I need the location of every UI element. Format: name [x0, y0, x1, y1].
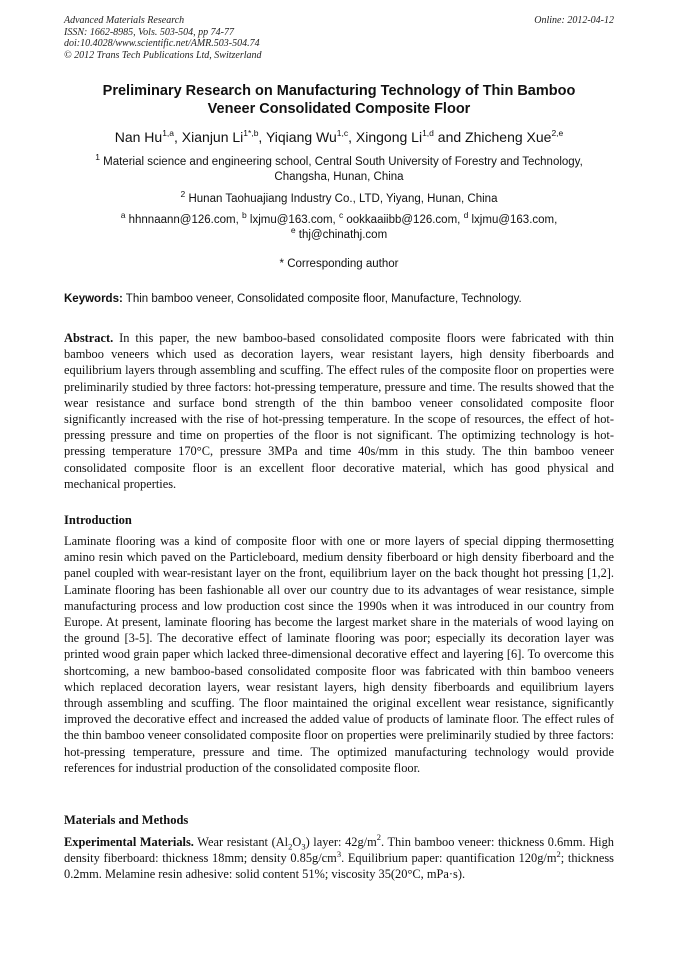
email-link[interactable]: thj@chinathj.com	[298, 229, 388, 241]
email-link[interactable]: hhnnaann@126.com,	[128, 214, 239, 226]
copyright-line: © 2012 Trans Tech Publications Ltd, Switzerland	[64, 49, 262, 61]
running-header	[64, 15, 614, 61]
email-link[interactable]: lxjmu@163.com,	[471, 214, 558, 226]
author-separator: ,	[174, 129, 182, 145]
affiliation-2	[64, 188, 614, 207]
paper-title	[64, 82, 614, 118]
author-separator: ,	[258, 129, 266, 145]
affiliation-text: Hunan Taohuajiang Industry Co., LTD, Yiyang, Hunan, China	[188, 193, 498, 205]
abstract	[64, 330, 614, 492]
title-line-1: Preliminary Research on Manufacturing Technology of Thin Bamboo	[102, 83, 576, 99]
author-sup: 1*,b	[243, 127, 259, 138]
author-name: Zhicheng Xue	[465, 129, 552, 145]
keywords-label: Keywords:	[64, 293, 123, 305]
online-date: Online: 2012-04-12	[534, 15, 614, 26]
author-sup: 1,d	[422, 127, 434, 138]
materials-paragraph: Experimental Materials. Wear resistant $(Al_2O_3)$ layer: $42g/m^2$. Thin bamboo veneer: thickness 0.6mm. High density fiberboard: thickness 18mm; density $0.85g/cm^3$. Equilibrium paper: quantification $120g/m^2$; thickness 0.2mm. Melamine resin adhesive: solid content 51%; viscosity 35(20°C, mPa·s).	[64, 832, 615, 882]
journal-name: Advanced Materials Research	[64, 15, 185, 26]
doi-line: doi:10.4028/www.scientific.net/AMR.503-504.74	[64, 38, 260, 49]
keywords	[64, 292, 614, 307]
introduction-paragraph: Laminate flooring was a kind of composite floor with one or more layers of special dipping thermosetting amino resin which paved on the Particleboard, medium density fiberboard or high density fiberboard and the panel coupled with wear-resistant layer on the front, equilibrium layer on the back thought hot pressing [1,2]. Laminate flooring has been fashionable all over our country due to its advantages of wear resistance, simple manufacturing process and low production cost since the 1990s when it was introduced in our country from Europe. At present, laminate flooring has become the largest market share in the materials of wood laying on the ground [3-5]. The decorative effect of laminate flooring was poor; especially its decoration layer was printed wood grain paper which lacked three-dimensional decorative effect and layering [6]. To overcome this shortcoming, a new bamboo-based consolidated composite floor was fabricated with thin bamboo veneers which replaced decoration layers, wear resistant layers, high density fiberboards and equilibrium layers through assembling and scuffing. The floor maintained the original excellent wear resistance, significantly improved the decorative effect and increased the added value of products of laminate floor. The effect rules of the thin bamboo veneer consolidated composite floor on properties were preliminarily studied by three factors: hot-pressing temperature, pressure and time. The optimized manufacturing technology would provide references for industrial production of the consolidated composite floor.	[64, 534, 614, 775]
issn-line: ISSN: 1662-8985, Vols. 503-504, pp 74-77	[64, 26, 234, 38]
affiliation-text: Material science and engineering school, Central South University of Forestry and Technology,	[103, 156, 583, 168]
author-sup: 1,c	[336, 127, 349, 138]
affiliation-1	[64, 151, 614, 185]
author-name: Nan Hu	[114, 129, 163, 145]
section-heading-introduction: Introduction	[64, 513, 132, 527]
keywords-text: Thin bamboo veneer, Consolidated composite floor, Manufacture, Technology.	[125, 293, 522, 305]
section-heading-materials: Materials and Methods	[64, 813, 189, 827]
affiliation-sup: 1	[95, 151, 100, 162]
author-name: Xingong Li	[355, 129, 423, 145]
title-line-2: Veneer Consolidated Composite Floor	[207, 101, 471, 117]
affiliation-sup: 2	[180, 188, 186, 199]
author-and: and	[433, 129, 466, 145]
email-link[interactable]: ookkaaiibb@126.com,	[346, 214, 461, 226]
abstract-text: In this paper, the new bamboo-based consolidated composite floors were fabricated with thin bamboo veneers which used as decoration layers, wear resistant layers, high density fiberboards and equilibrium layers through assembling and scuffing. The effect rules of the composite floor on properties were preliminarily studied by three factors: hot-pressing temperature, pressure and time. The results showed that the wear resistance and surface bond strength of the thin bamboo veneer consolidated composite floor significantly increased with the rise of hot-pressing temperature. In the scope of resources, the effect of hot-pressing pressure and time on properties of the floor is not significant. The optimizing technology is hot-pressing temperature 170°C, pressure 3MPa and time 40s/mm in this study. The thin bamboo veneer consolidated composite floor is an excellent floor decorative material, which has good physical and mechanical properties.	[64, 331, 614, 491]
email-link[interactable]: lxjmu@163.com,	[249, 214, 336, 226]
abstract-label: Abstract.	[64, 331, 114, 345]
author-sup: 1,a	[162, 127, 175, 138]
author-emails: $^a$ hhnnaann@126.com, $^b$ lxjmu@163.com, $^c$ ookkaaiibb@126.com, $^d$ lxjmu@163.com, $^e$ thj@chinathj.com	[120, 209, 558, 241]
author-name: Xianjun Li	[181, 129, 244, 145]
author-separator: ,	[348, 129, 356, 145]
author-sup: 2,e	[551, 127, 564, 138]
materials-label: Experimental Materials.	[64, 835, 194, 849]
author-list	[64, 128, 614, 146]
corresponding-author-note: * Corresponding author	[279, 258, 399, 270]
affiliation-text: Changsha, Hunan, China	[274, 171, 404, 183]
author-name: Yiqiang Wu	[265, 129, 337, 145]
